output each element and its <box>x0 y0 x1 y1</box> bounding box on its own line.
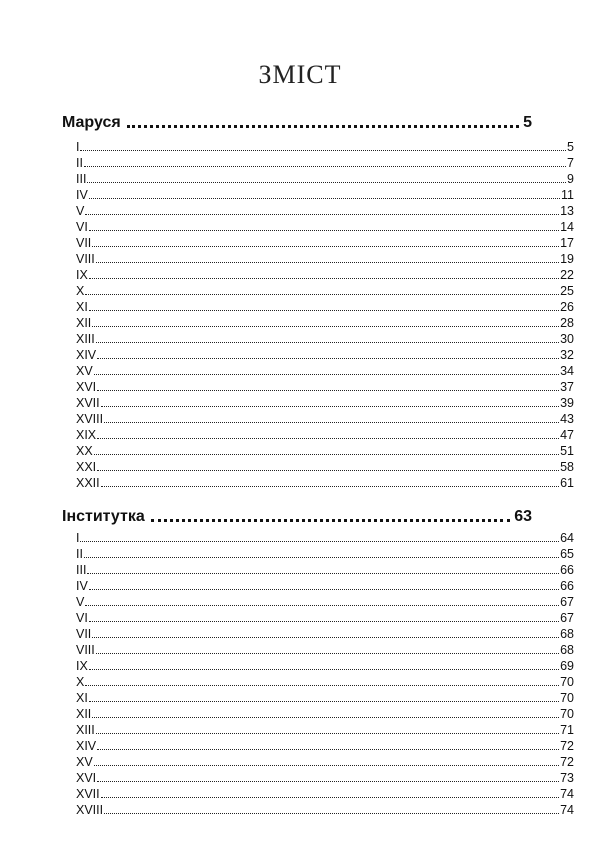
chapter-label: IV <box>76 188 88 202</box>
chapter-page-number: 58 <box>560 460 574 474</box>
toc-entry[interactable] <box>76 474 574 490</box>
dot-leader <box>80 541 559 542</box>
toc-entry[interactable] <box>76 330 574 346</box>
chapter-page-number: 70 <box>560 707 574 721</box>
chapter-label: XVII <box>76 787 100 801</box>
chapter-page-number: 37 <box>560 380 574 394</box>
chapter-label: III <box>76 172 87 186</box>
chapter-label: VII <box>76 236 92 250</box>
dot-leader <box>101 486 559 487</box>
dot-leader <box>87 573 559 574</box>
dot-leader <box>89 278 559 279</box>
chapter-page-number: 39 <box>560 396 574 410</box>
chapter-page-number: 34 <box>560 364 574 378</box>
chapter-page-number: 70 <box>560 691 574 705</box>
dot-leader <box>89 310 559 311</box>
chapter-label: XV <box>76 364 93 378</box>
chapter-label: VIII <box>76 643 95 657</box>
chapter-page-number: 66 <box>560 563 574 577</box>
toc-entry[interactable] <box>76 170 574 186</box>
chapter-label: XVII <box>76 396 100 410</box>
toc-entry[interactable] <box>76 378 574 394</box>
chapter-page-number: 25 <box>560 284 574 298</box>
dot-leader <box>87 182 566 183</box>
dot-leader <box>84 166 566 167</box>
chapter-page-number: 71 <box>560 723 574 737</box>
toc-entry[interactable] <box>76 266 574 282</box>
chapter-label: XXI <box>76 460 97 474</box>
chapter-label: I <box>76 531 80 545</box>
dot-leader <box>104 813 559 814</box>
chapter-page-number: 74 <box>560 803 574 817</box>
chapter-label: III <box>76 563 87 577</box>
chapter-page-number: 9 <box>567 172 574 186</box>
toc-entry[interactable] <box>76 609 574 625</box>
chapter-label: IX <box>76 268 88 282</box>
chapter-label: XIV <box>76 739 97 753</box>
dot-leader <box>96 262 559 263</box>
chapter-page-number: 72 <box>560 739 574 753</box>
toc-entry[interactable] <box>76 442 574 458</box>
toc-entry[interactable] <box>76 705 574 721</box>
chapter-label: VI <box>76 611 88 625</box>
chapter-label: II <box>76 156 83 170</box>
dot-leader <box>96 342 559 343</box>
dot-leader <box>104 422 559 423</box>
chapter-page-number: 72 <box>560 755 574 769</box>
chapter-label: XX <box>76 444 93 458</box>
chapter-page-number: 51 <box>560 444 574 458</box>
dot-leader <box>85 605 559 606</box>
dot-leader <box>84 557 559 558</box>
chapter-label: XIII <box>76 723 95 737</box>
chapter-label: X <box>76 284 85 298</box>
chapter-label: VII <box>76 627 92 641</box>
chapter-label: XVI <box>76 771 97 785</box>
chapter-page-number: 66 <box>560 579 574 593</box>
chapter-label: V <box>76 204 85 218</box>
chapter-label: X <box>76 675 85 689</box>
chapter-label: XII <box>76 707 92 721</box>
chapter-label: XI <box>76 691 88 705</box>
dot-leader <box>94 374 559 375</box>
chapter-label: VIII <box>76 252 95 266</box>
dot-leader <box>96 733 559 734</box>
chapter-page-number: 43 <box>560 412 574 426</box>
chapter-page-number: 68 <box>560 643 574 657</box>
dot-leader <box>97 470 559 471</box>
dot-leader <box>92 637 559 638</box>
chapter-page-number: 19 <box>560 252 574 266</box>
chapter-page-number: 73 <box>560 771 574 785</box>
chapter-page-number: 32 <box>560 348 574 362</box>
chapter-page-number: 69 <box>560 659 574 673</box>
dot-leader <box>85 294 559 295</box>
chapter-label: V <box>76 595 85 609</box>
dot-leader <box>92 717 559 718</box>
toc-entry[interactable] <box>76 545 574 561</box>
toc-entry[interactable] <box>76 426 574 442</box>
chapter-page-number: 22 <box>560 268 574 282</box>
toc-entry[interactable] <box>76 785 574 801</box>
toc-entry[interactable] <box>76 362 574 378</box>
toc-entry[interactable] <box>76 186 574 202</box>
dot-leader <box>85 214 559 215</box>
section-page-number: 63 <box>514 508 532 525</box>
dot-leader <box>89 621 559 622</box>
chapter-list <box>76 529 574 817</box>
chapter-label: XIV <box>76 348 97 362</box>
dot-leader <box>97 781 559 782</box>
dot-leader <box>89 669 559 670</box>
dot-leader <box>94 454 559 455</box>
chapter-page-number: 7 <box>567 156 574 170</box>
toc-entry[interactable] <box>76 410 574 426</box>
chapter-page-number: 65 <box>560 547 574 561</box>
toc-entry[interactable] <box>76 769 574 785</box>
dot-leader <box>89 589 559 590</box>
chapter-label: IV <box>76 579 88 593</box>
toc-entry[interactable] <box>76 625 574 641</box>
chapter-label: XXII <box>76 476 100 490</box>
toc-entry[interactable] <box>76 394 574 410</box>
chapter-list <box>76 138 574 490</box>
toc-entry[interactable] <box>76 801 574 817</box>
chapter-label: XIII <box>76 332 95 346</box>
dot-leader <box>101 797 559 798</box>
section-heading[interactable] <box>62 110 532 132</box>
toc-entry[interactable] <box>76 689 574 705</box>
dot-leader <box>101 406 559 407</box>
chapter-label: I <box>76 140 80 154</box>
toc-entry[interactable] <box>76 561 574 577</box>
dot-leader <box>97 358 559 359</box>
dot-leader <box>89 198 560 199</box>
section-page-number: 5 <box>523 114 532 131</box>
toc-entry[interactable] <box>76 346 574 362</box>
toc-entry[interactable] <box>76 641 574 657</box>
section-title: Маруся <box>62 114 121 131</box>
toc-entry[interactable] <box>76 593 574 609</box>
page-title: ЗМІСТ <box>258 60 342 89</box>
dot-leader <box>85 685 559 686</box>
dot-leader <box>151 519 510 522</box>
toc-entry[interactable] <box>76 657 574 673</box>
chapter-page-number: 30 <box>560 332 574 346</box>
chapter-label: IX <box>76 659 88 673</box>
chapter-page-number: 28 <box>560 316 574 330</box>
chapter-page-number: 26 <box>560 300 574 314</box>
chapter-page-number: 70 <box>560 675 574 689</box>
chapter-page-number: 11 <box>561 188 574 202</box>
chapter-label: XI <box>76 300 88 314</box>
toc-entry[interactable] <box>76 138 574 154</box>
chapter-page-number: 74 <box>560 787 574 801</box>
chapter-page-number: 67 <box>560 595 574 609</box>
dot-leader <box>92 246 559 247</box>
chapter-page-number: 64 <box>560 531 574 545</box>
dot-leader <box>97 749 559 750</box>
chapter-page-number: 13 <box>560 204 574 218</box>
toc-entry[interactable] <box>76 721 574 737</box>
chapter-page-number: 17 <box>560 236 574 250</box>
toc-entry[interactable] <box>76 673 574 689</box>
dot-leader <box>127 125 519 128</box>
toc-entry[interactable] <box>76 282 574 298</box>
chapter-page-number: 68 <box>560 627 574 641</box>
toc-entry[interactable] <box>76 458 574 474</box>
toc-entry[interactable] <box>76 298 574 314</box>
chapter-label: XIX <box>76 428 97 442</box>
toc-entry[interactable] <box>76 154 574 170</box>
dot-leader <box>89 230 559 231</box>
toc-entry[interactable] <box>76 314 574 330</box>
dot-leader <box>97 438 559 439</box>
chapter-label: VI <box>76 220 88 234</box>
chapter-page-number: 61 <box>560 476 574 490</box>
section-heading[interactable] <box>62 504 532 526</box>
dot-leader <box>96 653 559 654</box>
toc-entry[interactable] <box>76 234 574 250</box>
toc-entry[interactable] <box>76 218 574 234</box>
dot-leader <box>94 765 559 766</box>
chapter-page-number: 47 <box>560 428 574 442</box>
chapter-page-number: 14 <box>560 220 574 234</box>
toc-entry[interactable] <box>76 753 574 769</box>
toc-entry[interactable] <box>76 250 574 266</box>
chapter-label: XVI <box>76 380 97 394</box>
dot-leader <box>80 150 566 151</box>
chapter-label: XVIII <box>76 412 104 426</box>
toc-entry[interactable] <box>76 737 574 753</box>
dot-leader <box>97 390 559 391</box>
chapter-page-number: 67 <box>560 611 574 625</box>
chapter-label: II <box>76 547 83 561</box>
dot-leader <box>89 701 559 702</box>
section-title: Інститутка <box>62 508 145 525</box>
chapter-label: XVIII <box>76 803 104 817</box>
toc-entry[interactable] <box>76 529 574 545</box>
toc-entry[interactable] <box>76 577 574 593</box>
chapter-label: XII <box>76 316 92 330</box>
chapter-page-number: 5 <box>567 140 574 154</box>
chapter-label: XV <box>76 755 93 769</box>
dot-leader <box>92 326 559 327</box>
toc-entry[interactable] <box>76 202 574 218</box>
